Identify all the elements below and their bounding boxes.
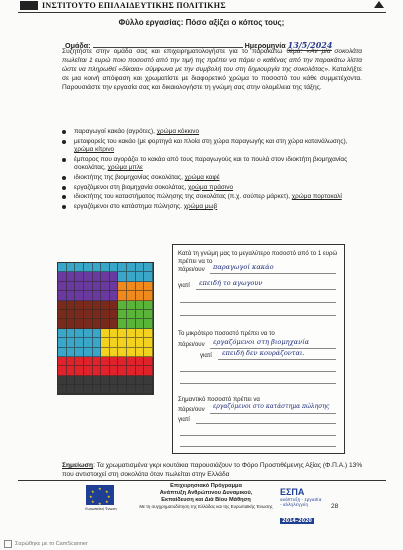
q1-reason-line-3 (180, 315, 336, 316)
participant-color-label: χρώμα μωβ (183, 202, 218, 210)
grid-cell[interactable] (136, 263, 145, 272)
grid-cell[interactable] (93, 263, 102, 272)
grid-cell[interactable] (101, 366, 110, 375)
grid-cell[interactable] (118, 348, 127, 357)
grid-cell[interactable] (144, 263, 153, 272)
q3-reason-line-2 (180, 435, 336, 436)
q1-prefix: πάρει/ουν (178, 266, 205, 273)
grid-cell[interactable] (67, 319, 76, 328)
grid-cell[interactable] (58, 291, 67, 300)
grid-cell[interactable] (58, 385, 67, 394)
grid-cell[interactable] (93, 319, 102, 328)
q1-reason-line-1 (196, 289, 336, 290)
grid-cell[interactable] (127, 301, 136, 310)
espa-years: 2014-2020 (282, 518, 312, 524)
bullet-dot-icon (62, 130, 66, 134)
grid-cell[interactable] (58, 357, 67, 366)
grid-cell[interactable] (67, 348, 76, 357)
grid-cell[interactable] (127, 366, 136, 375)
grid-cell[interactable] (101, 301, 110, 310)
program-cofunding: Με τη συγχρηματοδότηση της Ελλάδας και της Ευρωπαϊκής Ένωσης (139, 504, 273, 509)
grid-cell[interactable] (84, 282, 93, 291)
participant-color-label: χρώμα πορτοκαλί (291, 193, 342, 201)
grid-cell[interactable] (127, 357, 136, 366)
grid-cell[interactable] (110, 319, 119, 328)
grid-cell[interactable] (67, 301, 76, 310)
grid-cell[interactable] (67, 291, 76, 300)
scanner-watermark (0, 538, 403, 550)
grid-cell[interactable] (93, 272, 102, 281)
grid-cell[interactable] (144, 329, 153, 338)
grid-cell[interactable] (58, 263, 67, 272)
grid-cell[interactable] (67, 310, 76, 319)
q1-because: γιατί (178, 282, 190, 289)
grid-cell[interactable] (58, 301, 67, 310)
participant-text: εργαζόμενοι στο κατάστημα πώλησης. (74, 202, 184, 210)
grid-cell[interactable] (84, 301, 93, 310)
grid-cell[interactable] (136, 338, 145, 347)
grid-cell[interactable] (136, 282, 145, 291)
instructions (62, 48, 362, 93)
grid-cell[interactable] (58, 329, 67, 338)
grid-cell[interactable] (127, 291, 136, 300)
bullet-dot-icon (62, 186, 66, 190)
grid-cell[interactable] (84, 348, 93, 357)
grid-cell[interactable] (84, 291, 93, 300)
participant-color-label: χρώμα κίτρινο (74, 146, 115, 154)
grid-cell[interactable] (136, 319, 145, 328)
grid-cell[interactable] (110, 385, 119, 394)
grid-cell[interactable] (127, 385, 136, 394)
q1-reason[interactable]: επειδή το αγωγουν (199, 279, 263, 287)
participant-item (62, 156, 362, 173)
participant-text: έμπορος που αγοράζει το κακάο από τους παραγωγούς και το πουλά στον ιδιοκτήτη βιομηχανίας σοκολάτας, (74, 155, 348, 172)
grid-cell[interactable] (110, 348, 119, 357)
grid-cell[interactable] (101, 348, 110, 357)
institute-logo (20, 1, 38, 10)
grid-cell[interactable] (110, 263, 119, 272)
q3-text: Σημαντικό ποσοστό πρέπει να (178, 396, 260, 403)
q3-prefix: πάρει/ουν (178, 406, 205, 413)
grid-cell[interactable] (75, 272, 84, 281)
grid-cell[interactable] (84, 385, 93, 394)
espa-logo (280, 487, 324, 524)
q3-reason-line-1 (196, 423, 336, 424)
q3-reason-line-3 (180, 446, 336, 447)
grid-cell[interactable] (67, 338, 76, 347)
grid-cell[interactable] (84, 376, 93, 385)
participant-color-label: χρώμα καφέ (184, 173, 220, 181)
grid-cell[interactable] (136, 385, 145, 394)
intro-text-2: ». Καταλήξτε σε μια κοινή απόφαση και χρωματίστε με διαφορετικό χρώμα το ποσοστό του κάθε συμμετέχοντα. Παρουσιάστε την εργασία σας και δικαιολογήστε τη γνώμη σας στην ολομέλεια της τάξης. (62, 65, 362, 91)
grid-cell[interactable] (75, 329, 84, 338)
grid-cell[interactable] (110, 310, 119, 319)
q2-reason-line-1 (218, 359, 336, 360)
grid-cell[interactable] (118, 338, 127, 347)
grid-cell[interactable] (118, 319, 127, 328)
page-number: 28 (331, 503, 339, 510)
grid-cell[interactable] (110, 376, 119, 385)
grid-cell[interactable] (118, 385, 127, 394)
grid-cell[interactable] (136, 357, 145, 366)
espa-sub: ανάπτυξη - εργασία - αλληλεγγύη (280, 497, 322, 507)
grid-cell[interactable] (93, 291, 102, 300)
participant-text: ιδιοκτήτης του καταστήματος πώλησης της σοκολάτας (π.χ. σούπερ μάρκετ), (74, 193, 292, 201)
grid-cell[interactable] (67, 282, 76, 291)
q1-answer-line (210, 273, 336, 274)
grid-cell[interactable] (93, 357, 102, 366)
grid-cell[interactable] (84, 319, 93, 328)
grid-cell[interactable] (58, 310, 67, 319)
grid-cell[interactable] (144, 272, 153, 281)
grid-cell[interactable] (75, 291, 84, 300)
group-label: Ομάδα: (65, 41, 91, 50)
grid-cell[interactable] (110, 272, 119, 281)
corner-emblem-icon (373, 0, 385, 10)
grid-cell[interactable] (84, 366, 93, 375)
grid-cell[interactable] (75, 348, 84, 357)
grid-cell[interactable] (67, 385, 76, 394)
grid-cell[interactable] (144, 348, 153, 357)
bullet-dot-icon (62, 158, 66, 162)
grid-cell[interactable] (127, 310, 136, 319)
program-line-3: Εκπαίδευση και Διά Βίου Μάθηση (161, 497, 251, 503)
group-field[interactable] (93, 40, 243, 48)
participant-color-label: χρώμα πράσινο (188, 183, 234, 191)
grid-cell[interactable] (93, 282, 102, 291)
participant-text: παραγωγοί κακάο (αγρότες), (74, 128, 157, 135)
participant-item (62, 203, 362, 212)
grid-cell[interactable] (136, 366, 145, 375)
grid-cell[interactable] (75, 385, 84, 394)
intro-text-1: Συζητήστε στην ομάδα σας και επιχειρηματολογήστε για το παρακάτω θέμα: « (62, 48, 311, 55)
grid-cell[interactable] (93, 301, 102, 310)
q3-answer[interactable]: εργαζόμενοι στο κατάστημα πώλησης (213, 403, 330, 410)
q2-answer[interactable]: εργαζόμενοι στη βιομηχανία (213, 338, 310, 346)
grid-cell[interactable] (84, 310, 93, 319)
grid-cell[interactable] (127, 376, 136, 385)
q1-text: Κατά τη γνώμη μας το μεγαλύτερο ποσοστό από το 1 ευρώ πρέπει να το (178, 250, 338, 266)
institute-header (20, 0, 385, 11)
program-text (136, 483, 276, 509)
grid-cell[interactable] (101, 329, 110, 338)
grid-cell[interactable] (127, 282, 136, 291)
grid-cell[interactable] (67, 376, 76, 385)
grid-cell[interactable] (144, 301, 153, 310)
grid-cell[interactable] (118, 301, 127, 310)
grid-cell[interactable] (101, 319, 110, 328)
espa-title: ΕΣΠΑ (280, 487, 305, 497)
grid-cell[interactable] (58, 376, 67, 385)
grid-cell[interactable] (144, 385, 153, 394)
grid-cell[interactable] (58, 319, 67, 328)
note-text: : Τα χρωματισμένα γκρι κουτάκια παρουσιάζουν το Φόρο Προστιθέμενης Αξίας (Φ.Π.Α.) 13% που αντιστοιχεί στη σοκολάτα όταν πωλείται στην Ελλάδα (62, 462, 363, 478)
grid-cell[interactable] (75, 357, 84, 366)
grid-cell[interactable] (110, 357, 119, 366)
worksheet-title: Φύλλο εργασίας: Πόσο αξίζει ο κόπος τους; (118, 18, 285, 27)
grid-cell[interactable] (75, 301, 84, 310)
q2-because: γιατί (200, 352, 212, 359)
grid-cell[interactable] (144, 338, 153, 347)
eu-flag-icon: ★ ★ ★ ★ ★ ★ ★ ★ (86, 485, 114, 505)
q2-reason-line-2 (180, 371, 336, 372)
grid-cell[interactable] (75, 319, 84, 328)
grid-cell[interactable] (136, 272, 145, 281)
q3-because: γιατί (178, 416, 190, 423)
bullet-dot-icon (62, 205, 66, 209)
q1-answer[interactable]: παραγωγοί κακάο (213, 263, 274, 271)
grid-cell[interactable] (127, 348, 136, 357)
grid-cell[interactable] (58, 272, 67, 281)
grid-cell[interactable] (127, 329, 136, 338)
q1-reason-line-2 (180, 302, 336, 303)
grid-cell[interactable] (118, 357, 127, 366)
participants-list (62, 128, 362, 212)
grid-cell[interactable] (93, 385, 102, 394)
participant-item (62, 174, 362, 183)
grid-cell[interactable] (127, 263, 136, 272)
grid-cell[interactable] (58, 348, 67, 357)
grid-cell[interactable] (93, 348, 102, 357)
grid-cell[interactable] (118, 376, 127, 385)
grid-cell[interactable] (58, 282, 67, 291)
grid-cell[interactable] (75, 282, 84, 291)
participant-color-label: χρώμα κόκκινο (156, 128, 200, 135)
scanner-label: Σαρώθηκε με το CamScanner (15, 541, 88, 547)
grid-cell[interactable] (144, 366, 153, 375)
grid-cell[interactable] (101, 385, 110, 394)
participant-item (62, 193, 362, 202)
grid-cell[interactable] (136, 348, 145, 357)
participant-text: ιδιοκτήτης της βιομηχανίας σοκολάτας, (74, 173, 185, 181)
grid-cell[interactable] (101, 291, 110, 300)
grid-cell[interactable] (75, 310, 84, 319)
grid-cell[interactable] (127, 272, 136, 281)
grid-cell[interactable] (93, 310, 102, 319)
grid-cell[interactable] (110, 366, 119, 375)
participant-color-label: χρώμα μπλε (107, 164, 143, 172)
grid-cell[interactable] (118, 310, 127, 319)
grid-cell[interactable] (75, 263, 84, 272)
grid-cell[interactable] (118, 272, 127, 281)
q2-text: Το μικρότερο ποσοστό πρέπει να το (178, 330, 275, 337)
note-label: Σημείωση (62, 462, 94, 469)
date-label: Ημερομηνία (244, 41, 286, 50)
grid-cell[interactable] (75, 366, 84, 375)
grid-cell[interactable] (144, 319, 153, 328)
grid-cell[interactable] (84, 357, 93, 366)
intro-quote: Αν μία σοκολάτα πωλείται 1 ευρώ ποιο ποσοστό από την τιμή της πρέπει να πάρει ο καθένας από την παρακάτω λίστα ώστε να πληρωθεί «δίκαια» σύμφωνα με την συμβολή του στη δημιουργία της σοκολάτας (62, 48, 362, 73)
grid-cell[interactable] (101, 357, 110, 366)
grid-cell[interactable] (144, 291, 153, 300)
grid-cell[interactable] (127, 319, 136, 328)
grid-cell[interactable] (67, 366, 76, 375)
header-divider (18, 12, 386, 13)
date-field[interactable]: 13/5/2024 (287, 40, 333, 50)
participant-text: εργαζόμενοι στη βιομηχανία σοκολάτας, (74, 183, 189, 191)
grid-cell[interactable] (136, 329, 145, 338)
grid-cell[interactable] (93, 329, 102, 338)
grid-cell[interactable] (127, 338, 136, 347)
q2-reason-line-3 (180, 383, 336, 384)
grid-cell[interactable] (84, 272, 93, 281)
grid-cell[interactable] (118, 282, 127, 291)
grid-cell[interactable] (118, 329, 127, 338)
q2-reason[interactable]: επειδή δεν κουράζονται. (222, 349, 305, 357)
grid-cell[interactable] (101, 272, 110, 281)
grid-cell[interactable] (110, 301, 119, 310)
participant-item (62, 128, 362, 137)
grid-cell[interactable] (75, 376, 84, 385)
grid-cell[interactable] (118, 366, 127, 375)
grid-cell[interactable] (144, 376, 153, 385)
grid-cell[interactable] (101, 263, 110, 272)
participant-item (62, 184, 362, 193)
grid-cell[interactable] (101, 310, 110, 319)
program-line-1: Επιχειρησιακό Πρόγραμμα (170, 483, 242, 489)
grid-cell[interactable] (101, 376, 110, 385)
footer (18, 481, 386, 524)
grid-cell[interactable] (118, 263, 127, 272)
grid-cell[interactable] (144, 310, 153, 319)
grid-cell[interactable] (93, 376, 102, 385)
grid-cell[interactable] (67, 263, 76, 272)
grid-cell[interactable] (136, 301, 145, 310)
q3-answer-line (210, 413, 336, 414)
grid-cell[interactable] (58, 338, 67, 347)
grid-cell[interactable] (75, 338, 84, 347)
vat-note (62, 462, 372, 479)
bullet-dot-icon (62, 176, 66, 180)
grid-cell[interactable] (110, 282, 119, 291)
grid-cell[interactable] (67, 357, 76, 366)
grid-cell[interactable] (67, 329, 76, 338)
eu-caption: Ευρωπαϊκή Ένωση (85, 507, 117, 511)
grid-cell[interactable] (118, 291, 127, 300)
participant-item (62, 138, 362, 155)
grid-cell[interactable] (93, 338, 102, 347)
grid-cell[interactable] (136, 376, 145, 385)
bullet-dot-icon (62, 195, 66, 199)
grid-cell[interactable] (84, 338, 93, 347)
grid-cell[interactable] (101, 338, 110, 347)
grid-cell[interactable] (136, 291, 145, 300)
participant-text: μεταφορείς του κακάο (με φορτηγά και πλοία στη χώρα παραγωγής και στη χώρα κατανάλωσης), (74, 137, 348, 145)
grid-cell[interactable] (58, 366, 67, 375)
institute-name: ΙΝΣΤΙΤΟΥΤΟ ΕΠΙΛΑΙΔΕΥΤΙΚΗΣ ΠΟΛΙΤΙΚΗΣ (42, 1, 226, 10)
grid-cell[interactable] (84, 263, 93, 272)
grid-cell[interactable] (101, 282, 110, 291)
chocolate-grid[interactable] (57, 262, 154, 395)
grid-cell[interactable] (110, 291, 119, 300)
grid-cell[interactable] (110, 338, 119, 347)
grid-cell[interactable] (144, 282, 153, 291)
program-line-2: Ανάπτυξη Ανθρώπινου Δυναμικού, (159, 490, 253, 496)
grid-cell[interactable] (144, 357, 153, 366)
grid-cell[interactable] (93, 366, 102, 375)
grid-cell[interactable] (67, 272, 76, 281)
grid-cell[interactable] (84, 329, 93, 338)
grid-cell[interactable] (110, 329, 119, 338)
q2-prefix: πάρει/ουν (178, 341, 205, 348)
bullet-dot-icon (62, 140, 66, 144)
scanner-icon (4, 540, 12, 548)
grid-cell[interactable] (136, 310, 145, 319)
